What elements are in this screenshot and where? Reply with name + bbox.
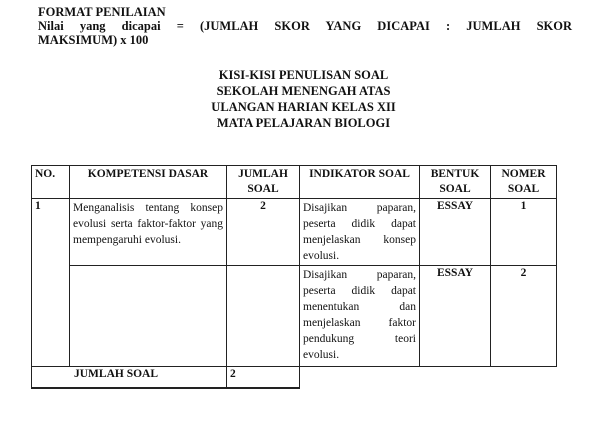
cell-jumlah-empty	[227, 266, 300, 367]
cell-jumlah: 2	[227, 199, 300, 266]
footer-label: JUMLAH SOAL	[32, 367, 227, 389]
doc-title-1: KISI-KISI PENULISAN SOAL	[218, 68, 389, 82]
header-indikator: INDIKATOR SOAL	[300, 166, 420, 199]
doc-title-3: ULANGAN HARIAN KELAS XII	[211, 100, 396, 114]
header-nomer: NOMER SOAL	[491, 166, 557, 199]
table-header-row	[32, 166, 557, 199]
cell-indikator: Disajikan paparan, peserta didik dapat menentukan dan menjelaskan faktor pendukung teori evolusi.	[300, 266, 420, 367]
footer-empty	[300, 367, 557, 389]
kisi-kisi-table	[31, 165, 557, 389]
format-heading: FORMAT PENILAIAN	[38, 5, 166, 19]
doc-title-4: MATA PELAJARAN BIOLOGI	[216, 116, 391, 130]
table-footer-row	[32, 367, 557, 389]
table-row	[32, 266, 557, 367]
header-kompetensi: KOMPETENSI DASAR	[70, 166, 227, 199]
cell-indikator: Disajikan paparan, peserta didik dapat menjelaskan konsep evolusi.	[300, 199, 420, 266]
cell-no: 1	[32, 199, 70, 367]
table-row	[32, 199, 557, 266]
cell-bentuk: ESSAY	[420, 266, 491, 367]
cell-nomer: 2	[491, 266, 557, 367]
cell-kompetensi: Menganalisis tentang konsep evolusi serta faktor-faktor yang mempengaruhi evolusi.	[70, 199, 227, 266]
formula-line-2: MAKSIMUM) x 100	[38, 33, 149, 47]
doc-title-2: SEKOLAH MENENGAH ATAS	[216, 84, 391, 98]
footer-value: 2	[227, 367, 300, 389]
cell-bentuk: ESSAY	[420, 199, 491, 266]
formula-line: Nilai yang dicapai = (JUMLAH SKOR YANG DICAPAI : JUMLAH SKOR	[38, 19, 572, 33]
header-bentuk: BENTUK SOAL	[420, 166, 491, 199]
header-jumlah: JUMLAH SOAL	[227, 166, 300, 199]
cell-nomer: 1	[491, 199, 557, 266]
cell-kompetensi-empty	[70, 266, 227, 367]
header-no: NO.	[32, 166, 70, 199]
